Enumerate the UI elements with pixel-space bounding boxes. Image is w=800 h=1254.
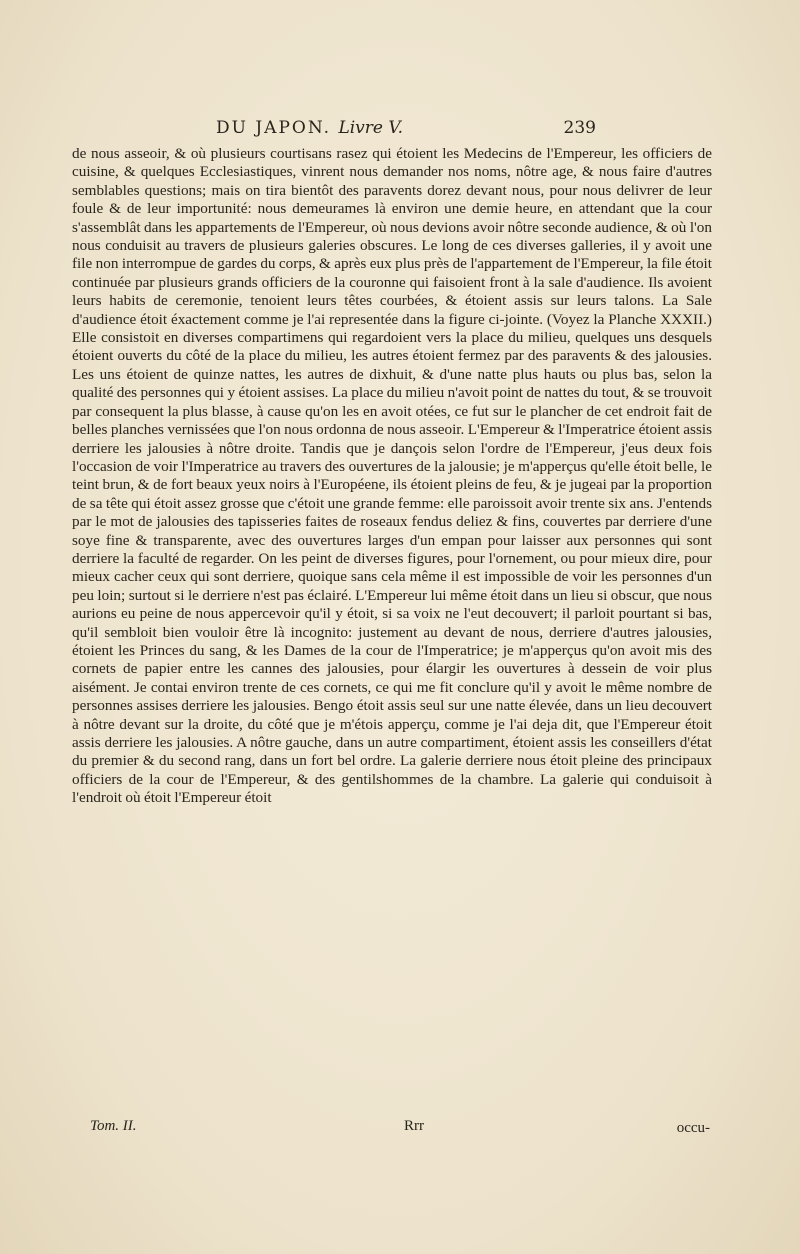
running-head-title: DU JAPON. [216,118,332,138]
running-header [216,118,596,142]
paragraph: de nous asseoir, & où plusieurs courtisans rasez qui étoient les Medecins de l'Empereur, les officiers de cuisine, & quelques Ecclesiastiques, vinrent nous demander nos noms, nôtre age, & nous faire d'autres semblables questions; mais on tira bientôt des paravents dorez devant nous, pour nous delivrer de leur foule & de leur importunité: nous demeurames là environ une demie heure, en attendant que la cour s'assemblât dans les appartements de l'Empereur, où nous devions avoir nôtre seconde audience, & où l'on nous conduisit au travers de plusieurs galeries obscures. Le long de ces diverses galleries, il y avoit une file non interrompue de gardes du corps, & après eux plus près de l'appartement de l'Empereur, la file étoit continuée par plusieurs grands officiers de la couronne qui faisoient front à la sale d'audience. Ils avoient leurs habits de ceremonie, tenoient leurs têtes courbées, & étoient assis sur leurs talons. La Sale d'audience étoit éxactement comme je l'ai representée dans la figure ci-jointe. (Voyez la Planche XXXII.) Elle consistoit en diverses compartimens qui regardoient vers la place du milieu, quelques uns desquels étoient ouverts du côté de la place du milieu, les autres étoient fermez par des paravents & des jalousies. Les uns étoient de quinze nattes, les autres de dixhuit, & d'une natte plus hauts ou plus bas, selon la qualité des personnes qui y étoient assises. La place du milieu n'avoit point de nattes du tout, & se trouvoit par consequent la plus blasse, à cause qu'on les en avoit otées, ce fut sur le plancher de cet endroit fait de belles planches vernissées que l'on nous ordonna de nous asseoir. L'Empereur & l'Imperatrice étoient assis derriere les jalousies à nôtre droite. Tandis que je dançois selon l'ordre de l'Empereur, j'eus deux fois l'occasion de voir l'Imperatrice au travers des ouvertures de la jalousie; je m'apperçus qu'elle étoit belle, le teint brun, & de fort beaux yeux noirs à l'Européene, ils étoient pleins de feu, & je jugeai par la proportion de sa tête qui étoit assez grosse que c'étoit une grande femme: elle paroissoit avoir trente six ans. J'entends par le mot de jalousies des tapisseries faites de roseaux fendus deliez & fins, couvertes par derriere d'une soye fine & transparente, avec des ouvertures larges d'un empan pour laisser aux personnes qui sont derriere la faculté de regarder. On les peint de diverses figures, pour l'ornement, ou pour mieux dire, pour mieux cacher ceux qui sont derriere, quoique sans cela même il est impossible de voir les personnes d'un peu loin; surtout si le derriere n'est pas éclairé. L'Empereur lui même étoit dans un lieu si obscur, que nous aurions eu peine de nous appercevoir qu'il y étoit, si sa voix ne l'eut decouvert; il parloit pourtant si bas, qu'il sembloit bien vouloir être là incognito: justement au devant de nous, derriere d'autres jalousies, étoient les Princes du sang, & les Dames de la cour de l'Imperatrice; je m'apperçus qu'on avoit mis des cornets de papier entre les cannes des jalousies, pour élargir les ouvertures à dessein de voir plus aisément. Je contai environ trente de ces cornets, ce qui me fit conclure qu'il y avoit le même nombre de personnes assises derriere les jalousies. Bengo étoit assis seul sur une natte élevée, dans un lieu decouvert à nôtre devant sur la droite, du côté que je m'étois apperçu, comme je l'ai deja dit, que l'Empereur étoit assis derriere les jalousies. A nôtre gauche, dans un autre compartiment, étoient assis les conseillers d'état du premier & du second rang, dans un fort bel ordre. La galerie derriere nous étoit pleine des principaux officiers de la cour de l'Empereur, & des gentilshommes de la chambre. La galerie qui conduisoit à l'endroit où étoit l'Empereur étoit [72,145,712,807]
body-text [72,145,712,808]
volume-mark: Tom. II. [90,1118,137,1134]
book-number: Livre V. [338,118,404,138]
page-number: 239 [563,118,596,138]
running-head [216,118,403,138]
page-footer [90,1118,710,1138]
signature-mark: Rrr [404,1118,424,1134]
catchword: occu- [676,1120,710,1136]
